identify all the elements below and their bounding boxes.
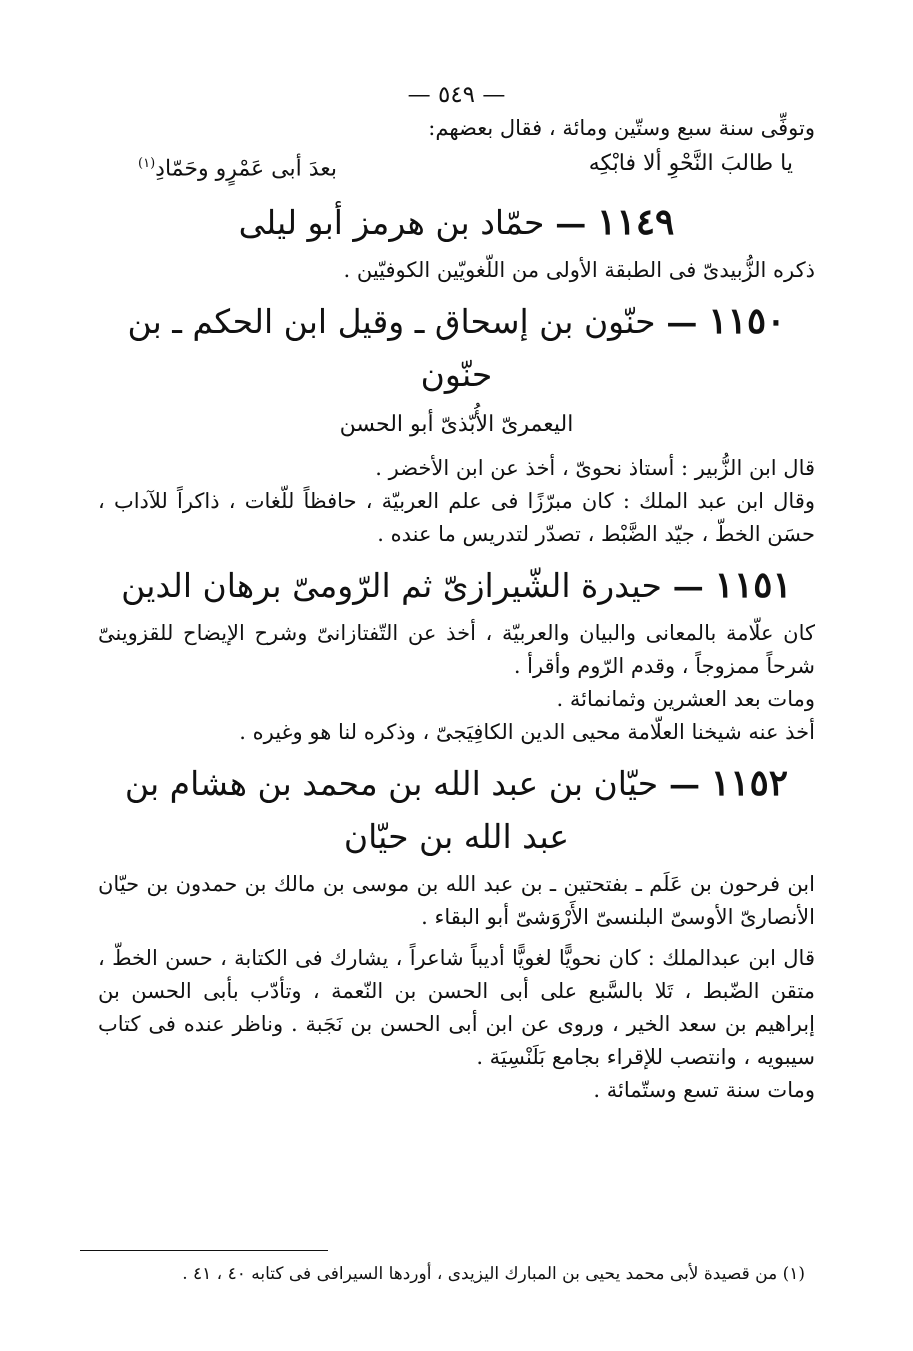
entry-paragraph: ومات بعد العشرين وثمانمائة . — [556, 687, 815, 712]
dash: — — [655, 305, 698, 342]
dash: — — [658, 767, 700, 804]
verse-hemistich-left: بعدَ أبى عَمْرٍو وحَمّادِ$^{(١)}$ — [138, 156, 338, 182]
entry-heading-1150 — [98, 295, 815, 402]
entry-paragraph: وقال ابن عبد الملك : كان مبرّزًا فى علم العربيّة ، حافظاً للّغات ، ذاكراً للآداب ، حسَن الخطّ ، جيّد الضَّبْط ، تصدّر لتدريس ما عنده . — [98, 489, 815, 547]
entry-paragraph: أخذ عنه شيخنا العلّامة محيى الدين الكافِيَجىّ ، وذكره لنا هو وغيره . — [239, 720, 815, 745]
entry-heading-1151 — [98, 559, 815, 613]
footnote-divider — [80, 1250, 328, 1251]
entry-name: حمّاد بن هرمز أبو ليلى — [238, 203, 545, 243]
entry-paragraph: قال ابن عبدالملك : كان نحويًّا لغويًّا أديباً شاعراً ، يشارك فى الكتابة ، حسن الخطّ ، متقن الضّبط ، تَلا بالسَّبع على أبى الحسن بن النّعمة ، وتأدّب بأبى الحسن بن إبراهيم بن سعد الخير ، وروى عن ابن أبى الحسن بن نَجَبة . وناظر عنده فى كتاب سيبويه ، وانتصب للإقراء بجامع بَلَنْسِيَة . — [98, 946, 815, 1070]
entry-subtitle: اليعمرىّ الأُبّذىّ أبو الحسن — [339, 412, 574, 438]
dash: — — [544, 206, 587, 243]
footnote: (١) من قصيدة لأبى محمد يحيى بن المبارك اليزيدى ، أوردها السيرافى فى كتابه ٤٠ ، ٤١ . — [182, 1264, 805, 1284]
entry-name: حيّان بن عبد الله بن محمد بن هشام بن عبد الله بن حيّان — [124, 764, 659, 857]
entry-heading-1152 — [98, 757, 815, 864]
entry-number: ١١٥١ — [714, 564, 792, 607]
page-number: — ٥٤٩ — — [407, 82, 506, 108]
verse-hemistich-right: يا طالبَ النَّحْوِ ألا فابْكِه — [588, 151, 793, 176]
entry-paragraph: ذكره الزُّبيدىّ فى الطبقة الأولى من اللّغويّين الكوفيّين . — [343, 258, 815, 283]
entry-paragraph: كان علّامة بالمعانى والبيان والعربيّة ، أخذ عن التّفتازانىّ وشرح الإيضاح للقزوينىّ شرحاً ممزوجاً ، وقدم الرّوم وأقرأ . — [98, 621, 815, 679]
entry-paragraph: قال ابن الزُّبير : أستاذ نحوىّ ، أخذ عن ابن الأخضر . — [375, 456, 815, 481]
entry-paragraph: ومات سنة تسع وستّمائة . — [593, 1078, 815, 1103]
entry-paragraph: ابن فرحون بن عَلَم ـ بفتحتين ـ بن عبد الله بن موسى بن مالك بن حمدون بن حيّان الأنصارىّ الأوسىّ البلنسىّ الأَرْوَشىّ أبو البقاء . — [98, 872, 815, 930]
entry-name: حنّون بن إسحاق ـ وقيل ابن الحكم ـ بن حنّون — [127, 302, 656, 395]
entry-heading-1149 — [98, 196, 815, 250]
entry-number: ١١٥٠ — [708, 300, 786, 343]
poetry-verse — [98, 145, 815, 188]
entry-number: ١١٤٩ — [597, 201, 675, 244]
intro-text: وتوفِّى سنة سبع وستّين ومائة ، فقال بعضهم: — [428, 116, 815, 140]
entry-name: حيدرة الشّيرازىّ ثم الرّومىّ برهان الدين — [121, 566, 662, 606]
footnote-marker: (١) — [138, 156, 156, 171]
dash: — — [661, 569, 704, 606]
entry-number: ١١٥٢ — [710, 762, 789, 805]
